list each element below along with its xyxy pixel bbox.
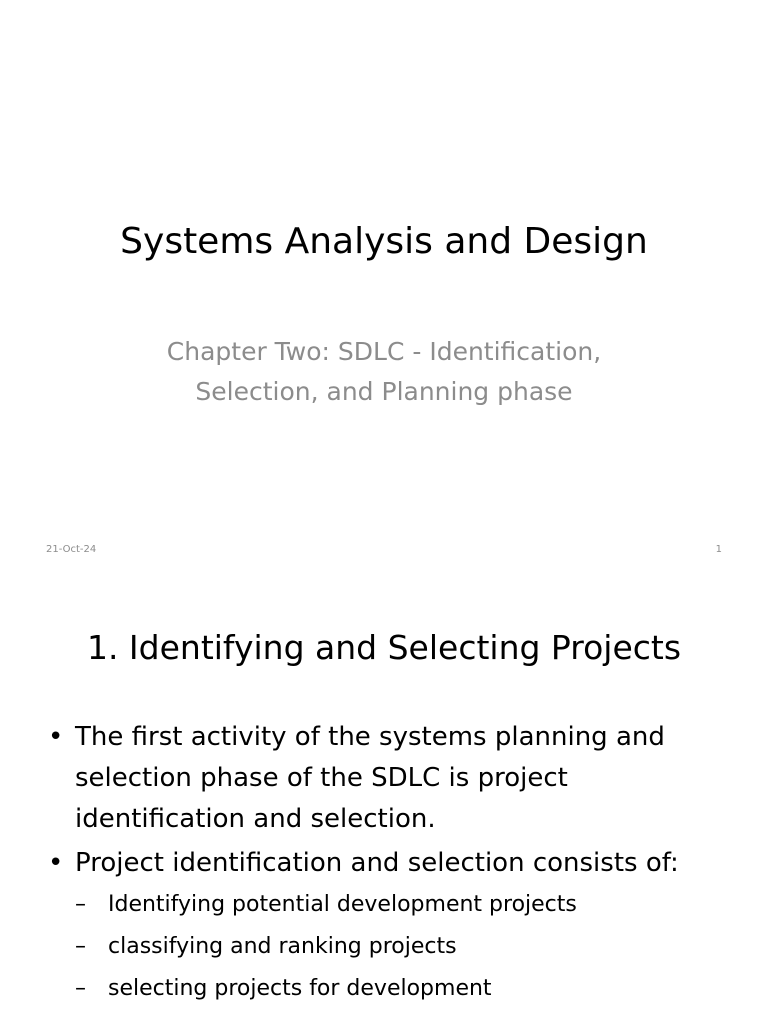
- dash-icon: –: [75, 934, 86, 959]
- sub-bullet-text: Identifying potential development projects: [108, 892, 577, 917]
- bullet-text-line: Project identification and selection consists of:: [75, 848, 679, 878]
- bullet-list: [46, 717, 736, 1013]
- sub-bullet-item: [75, 968, 736, 1010]
- sub-bullet-item: [75, 926, 736, 968]
- sub-bullet-text: classifying and ranking projects: [108, 934, 457, 959]
- bullet-text-line: selection phase of the SDLC is project: [75, 763, 568, 793]
- sub-bullet-list: [75, 884, 736, 1010]
- bullet-icon: •: [48, 722, 64, 752]
- bullet-icon: •: [48, 848, 64, 878]
- subtitle-line-1: Chapter Two: SDLC - Identification,: [166, 337, 602, 366]
- dash-icon: –: [75, 976, 86, 1001]
- dash-icon: –: [75, 892, 86, 917]
- bullet-item: [46, 717, 736, 840]
- bullet-text-line: identification and selection.: [75, 804, 436, 834]
- sub-bullet-text: selecting projects for development: [108, 976, 492, 1001]
- subtitle-line-2: Selection, and Planning phase: [195, 377, 573, 406]
- sub-bullet-item: [75, 884, 736, 926]
- page-number: 1: [715, 544, 722, 555]
- slide-subtitle: [0, 332, 768, 412]
- bullet-item: [46, 843, 736, 1010]
- footer-date: 21-Oct-24: [46, 544, 97, 555]
- slide-title: Systems Analysis and Design: [120, 221, 648, 262]
- content-slide: [0, 576, 768, 1024]
- slide-heading: 1. Identifying and Selecting Projects: [86, 628, 682, 667]
- bullet-text-line: The first activity of the systems planning and: [75, 722, 665, 752]
